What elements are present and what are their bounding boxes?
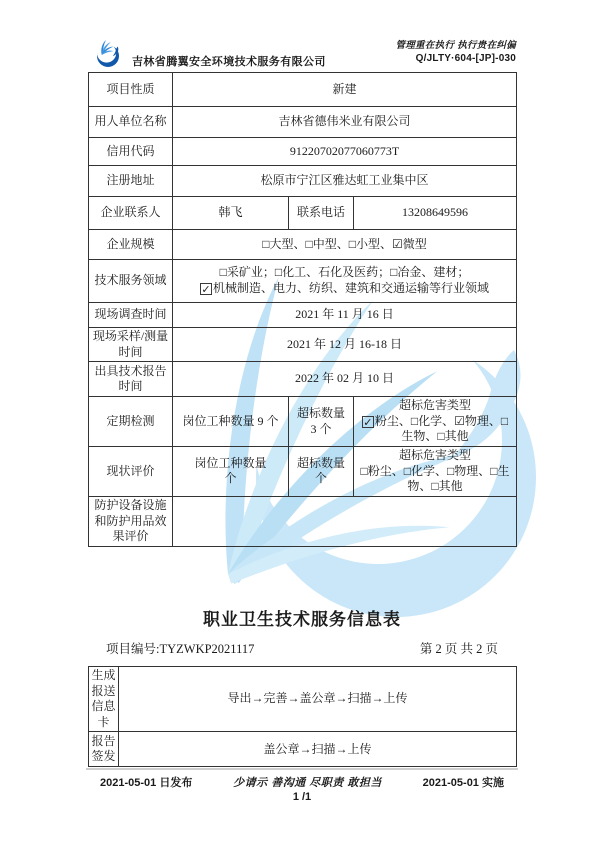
table-row — [89, 260, 517, 303]
row-label-report-date: 出具技术报告时间 — [89, 362, 173, 397]
contact-phone-label: 联系电话 — [289, 197, 354, 230]
checked-checkbox-icon: ✓ — [363, 415, 373, 429]
row-label-protection-evaluation: 防护设备设施和防护用品效果评价 — [89, 496, 173, 546]
periodic-hazard-types — [354, 397, 517, 447]
exceed-value: 3 个 — [310, 421, 332, 436]
contact-name: 韩飞 — [173, 197, 289, 230]
row-value-protection-evaluation — [173, 496, 517, 546]
row-label-sampling-date: 现场采样/测量时间 — [89, 328, 173, 362]
service-field-line2-text: 机械制造、电力、纺织、建筑和交通运输等行业领域 — [212, 281, 489, 295]
release-date: 2021-05-01 日发布 — [100, 777, 193, 789]
header-motto: 管理重在执行 执行贵在纠偏 — [395, 40, 516, 51]
page-footer — [100, 774, 504, 790]
row-value-employer-name: 吉林省德伟米业有限公司 — [173, 107, 517, 138]
row-label-project-nature: 项目性质 — [89, 73, 173, 107]
row-value-report-issue: 盖公章→扫描→上传 — [119, 732, 517, 767]
project-number-value: TYZWKP2021117 — [159, 642, 255, 656]
table-row — [89, 138, 517, 166]
row-value-report-date: 2022 年 02 月 10 日 — [173, 362, 517, 397]
info-table — [88, 72, 517, 547]
row-value-sampling-date: 2021 年 12 月 16-18 日 — [173, 328, 517, 362]
row-label-periodic-testing: 定期检测 — [89, 397, 173, 447]
hazard-checkboxes — [356, 414, 514, 445]
row-label-employer-name: 用人单位名称 — [89, 107, 173, 138]
table-row — [89, 197, 517, 230]
exceed-label: 超标数量 — [296, 455, 345, 470]
table-row — [89, 446, 517, 496]
periodic-positions: 岗位工种数量 9 个 — [173, 397, 289, 447]
row-label-survey-date: 现场调查时间 — [89, 303, 173, 328]
header-right-block — [395, 37, 516, 64]
project-number — [106, 639, 254, 657]
meta-row — [106, 639, 498, 657]
service-field-checkboxes — [173, 260, 517, 303]
footer-divider — [86, 768, 518, 770]
row-label-status-evaluation: 现状评价 — [89, 446, 173, 496]
table-row — [89, 73, 517, 107]
row-value-project-nature: 新建 — [173, 73, 517, 107]
status-exceed-count — [289, 446, 354, 496]
row-label-report-card: 生成报送信息卡 — [89, 667, 119, 732]
table-row — [89, 166, 517, 197]
document-number: Q/JLTY·604-[JP]-030 — [415, 53, 516, 64]
contact-phone: 13208649596 — [354, 197, 517, 230]
row-label-service-field: 技术服务领域 — [89, 260, 173, 303]
process-table — [88, 666, 517, 767]
implementation-date: 2021-05-01 实施 — [422, 777, 504, 789]
service-field-line1: □采矿业；□化工、石化及医药；□冶金、建材； — [219, 265, 470, 280]
project-number-label: 项目编号: — [106, 642, 160, 656]
exceed-label: 超标数量 — [296, 405, 345, 420]
row-label-enterprise-scale: 企业规模 — [89, 230, 173, 260]
row-value-survey-date: 2021 年 11 月 16 日 — [173, 303, 517, 328]
hazard-title: 超标危害类型 — [398, 398, 471, 413]
page-title: 职业卫生技术服务信息表 — [203, 610, 401, 629]
row-label-contact: 企业联系人 — [89, 197, 173, 230]
table-row — [89, 230, 517, 260]
table-row — [89, 362, 517, 397]
company-logo-icon — [88, 38, 128, 68]
table-row — [89, 397, 517, 447]
table-row — [89, 328, 517, 362]
periodic-exceed-count — [289, 397, 354, 447]
page-header — [88, 36, 516, 70]
positions-unit: 个 — [224, 471, 237, 486]
row-label-report-issue: 报告签发 — [89, 732, 119, 767]
status-hazard-types — [354, 446, 517, 496]
table-row — [89, 667, 517, 732]
table-row — [89, 496, 517, 546]
footer-motto: 少请示 善沟通 尽职责 敢担当 — [233, 777, 382, 789]
page-number: 1 /1 — [292, 791, 312, 803]
hazard-checkboxes: □粉尘、□化学、□物理、□生物、□其他 — [360, 463, 510, 494]
row-value-report-card: 导出→完善→盖公章→扫描→上传 — [119, 667, 517, 732]
table-row — [89, 107, 517, 138]
hazard-text: 粉尘、□化学、☑物理、□生物、□其他 — [374, 413, 509, 444]
row-label-credit-code: 信用代码 — [89, 138, 173, 166]
exceed-value: 个 — [314, 471, 327, 486]
status-positions — [173, 446, 289, 496]
positions-label: 岗位工种数量 — [194, 455, 267, 470]
checked-checkbox-icon: ✓ — [201, 283, 211, 296]
table-row — [89, 303, 517, 328]
enterprise-scale-checkboxes: □大型、□中型、□小型、☑微型 — [173, 230, 517, 260]
company-name: 吉林省腾翼安全环境技术服务有限公司 — [132, 56, 326, 68]
row-value-registered-address: 松原市宁江区雅达虹工业集中区 — [173, 166, 517, 197]
row-label-registered-address: 注册地址 — [89, 166, 173, 197]
service-field-line2 — [175, 281, 514, 297]
row-value-credit-code: 91220702077060773T — [173, 138, 517, 166]
table-row — [89, 732, 517, 767]
page-info: 第 2 页 共 2 页 — [419, 642, 498, 656]
hazard-title: 超标危害类型 — [398, 448, 471, 463]
